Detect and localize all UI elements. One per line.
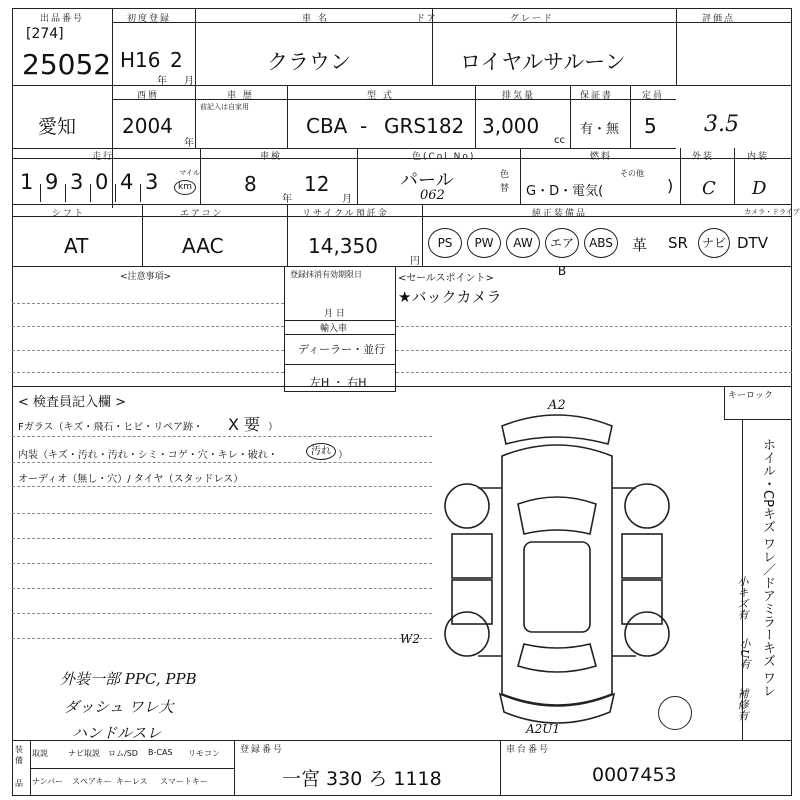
interior-close: ）	[338, 450, 348, 461]
auction-sheet	[12, 8, 800, 796]
diagram-mark-left: W2	[400, 632, 420, 646]
footer-item: リモコン	[188, 749, 220, 758]
front-bumper	[502, 415, 612, 444]
car-name-label: 車 名	[302, 14, 329, 24]
history-note: 前記入は自家用	[200, 103, 249, 111]
mileage-digit-divider	[115, 184, 116, 202]
mileage-label: 走行	[92, 152, 115, 162]
mileage-digit-divider	[65, 184, 66, 202]
sales-point: ★バックカメラ	[398, 288, 502, 306]
displacement-unit: cc	[554, 135, 565, 146]
plate-label: 登録番号	[240, 745, 285, 755]
shift-label: シフト	[52, 209, 86, 219]
month-unit: 月	[184, 76, 194, 87]
year-label: 西暦	[137, 91, 160, 101]
footer-item: 取説	[32, 749, 48, 758]
fuel-close: )	[667, 176, 674, 195]
reg-day-label: 月 日	[324, 309, 345, 319]
model-dash: -	[360, 114, 368, 138]
fuel-options: G・D・電気(	[526, 184, 604, 199]
lot-number: 25052	[22, 48, 112, 81]
mileage-digit: 3	[70, 170, 84, 194]
equipment-item: AW	[506, 228, 540, 258]
wheel-front-left	[445, 484, 489, 528]
mileage-digit-divider	[140, 184, 141, 202]
fglass-line: Fガラス（キズ・飛石・ヒビ・リペア跡・	[18, 422, 204, 433]
color-name: パール	[400, 170, 454, 191]
reg-expiry-label: 登録抹消有効期限日	[290, 270, 362, 279]
handwritten-note-2: ダッシュ ワレ大	[64, 698, 174, 716]
inspection-month: 12	[304, 172, 330, 196]
exterior-grade: C	[702, 178, 716, 199]
inspector-title: < 検査員記入欄 >	[18, 395, 127, 410]
equipment-item: エアB	[545, 228, 579, 258]
warranty-label: 保証書	[580, 91, 614, 101]
equipment-item: ABS	[584, 228, 618, 258]
score-value: 3.5	[704, 112, 739, 137]
footer-item: ロム/SD	[108, 749, 138, 758]
location: 愛知	[38, 116, 77, 138]
inspection-year: 8	[244, 172, 257, 196]
interior-line: 内装（キズ・汚れ・汚れ・シミ・コゲ・穴・キレ・破れ・	[18, 450, 278, 461]
year-unit: 年	[157, 76, 167, 87]
mileage-digit-divider	[90, 184, 91, 202]
audio-line: オーディオ（無し・穴）/ タイヤ（スタッドレス）	[18, 474, 244, 485]
door-rear-left	[452, 580, 492, 624]
door-label: ドア	[416, 14, 438, 24]
fglass-mark: X 要	[228, 415, 261, 434]
recycle-amount: 14,350	[308, 234, 378, 258]
fglass-close: ）	[268, 422, 278, 433]
handwritten-note-3: ハンドルスレ	[72, 724, 162, 742]
grade-value: ロイヤルサルーン	[460, 50, 626, 74]
diagram-mark-bottom: A2U1	[526, 722, 561, 736]
mileage-digit: 4	[120, 170, 134, 194]
recycle-unit: 円	[410, 256, 420, 267]
equipment-item: PS	[428, 228, 462, 258]
equipment-label: 純正装備品	[532, 209, 588, 219]
lot-label: 出品番号	[40, 14, 85, 24]
wheel-front-right	[625, 484, 669, 528]
color-code: 062	[420, 188, 445, 203]
equipment-navi: ナビ	[698, 228, 730, 258]
diagram-mark-top: A2	[548, 398, 566, 413]
mileage-digit: 0	[95, 170, 109, 194]
side-mark-2: 小U有	[738, 638, 751, 670]
chassis-label: 車台番号	[506, 745, 551, 755]
footer-item: ナンバー	[32, 777, 64, 786]
door-front-right	[622, 534, 662, 578]
inspection-month-unit: 月	[342, 194, 352, 205]
handwritten-note-1: 外装一部 PPC, PPB	[60, 670, 197, 688]
model-year: 2004	[122, 114, 173, 138]
inspection-label: 車検	[260, 152, 283, 162]
interior-label: 内装	[747, 152, 770, 162]
score-label: 評価点	[702, 14, 736, 24]
displacement-label: 排気量	[502, 91, 536, 101]
chassis-number: 0007453	[592, 764, 677, 786]
model-prefix: CBA	[306, 114, 348, 138]
mileage-unit-km: km	[174, 180, 196, 195]
rear-window	[518, 644, 596, 672]
door-front-left	[452, 534, 492, 578]
model-year-unit: 年	[184, 138, 194, 149]
footer-item: B-CAS	[148, 748, 173, 757]
import-type: ディーラー・並行	[298, 343, 386, 356]
first-reg-month: 2	[170, 48, 183, 72]
car-diagram	[432, 394, 682, 740]
ac: AAC	[182, 234, 224, 258]
fuel-other: その他	[620, 169, 644, 178]
interior-grade: D	[752, 178, 767, 199]
equipment-leather: 革	[632, 236, 648, 254]
caution-label: <注意事項>	[120, 272, 172, 282]
first-reg-label: 初度登録	[127, 14, 172, 24]
model-label: 型 式	[367, 91, 394, 101]
recycle-label: リサイクル預託金	[302, 209, 389, 219]
model-code: GRS182	[384, 114, 465, 138]
equipment-sunroof: SR	[668, 234, 688, 252]
exterior-label: 外装	[692, 152, 715, 162]
interior-circled: 汚れ	[306, 443, 336, 460]
warranty-options: 有・無	[580, 122, 620, 137]
key-lock-label: キーロック	[728, 391, 773, 401]
mileage-digit: 1	[20, 170, 34, 194]
door-rear-right	[622, 580, 662, 624]
side-mark-1: 小キズ有	[736, 576, 749, 620]
color-label: 色(Col.No)	[412, 152, 476, 162]
side-text: ホイル・CPキズ ワレ／ドアミラーキズ ワレ	[760, 438, 775, 698]
dtv-label: カメラ・ドライブ	[744, 208, 800, 216]
import-label: 輸入車	[320, 324, 348, 334]
footer-item: スマートキー	[160, 777, 208, 786]
roof	[524, 542, 590, 632]
footer-side-label-1: 装備	[15, 745, 23, 765]
handle-options: 左H ・ 右H	[310, 376, 367, 389]
mileage-digit: 9	[45, 170, 59, 194]
ac-label: エアコン	[180, 209, 224, 219]
mileage-digit: 3	[145, 170, 159, 194]
footer-side-label-2: 品	[15, 779, 23, 788]
mileage-digit-divider	[40, 184, 41, 202]
grade-label: グレード	[510, 14, 555, 24]
fuel-label: 燃料	[590, 152, 613, 162]
footer-item: ナビ取説	[68, 749, 100, 758]
equipment-item: PW	[467, 228, 501, 258]
empty-circle	[658, 696, 692, 730]
car-name: クラウン	[267, 50, 351, 74]
history-label: 車 歴	[227, 91, 254, 101]
side-mark-3: 補修有	[736, 688, 749, 721]
displacement: 3,000	[482, 114, 540, 138]
footer-item: キーレス	[116, 777, 148, 786]
capacity-label: 定員	[642, 91, 665, 101]
sales-point-label: <セールスポイント>	[398, 273, 494, 284]
inspection-year-unit: 年	[282, 194, 292, 205]
shift: AT	[64, 234, 89, 258]
footer-item: スペアキー	[72, 777, 112, 786]
capacity: 5	[644, 114, 657, 138]
plate-number: 一宮 330 ろ 1118	[282, 768, 442, 790]
equipment-dtv: DTV	[737, 234, 768, 252]
first-reg-era: H16	[120, 48, 161, 72]
mileage-unit-mile: マイル	[179, 169, 200, 177]
rear-bumper	[500, 694, 614, 723]
color-change-label: 色替	[500, 170, 510, 194]
lot-prefix: [274]	[26, 26, 64, 42]
windshield	[518, 497, 596, 534]
